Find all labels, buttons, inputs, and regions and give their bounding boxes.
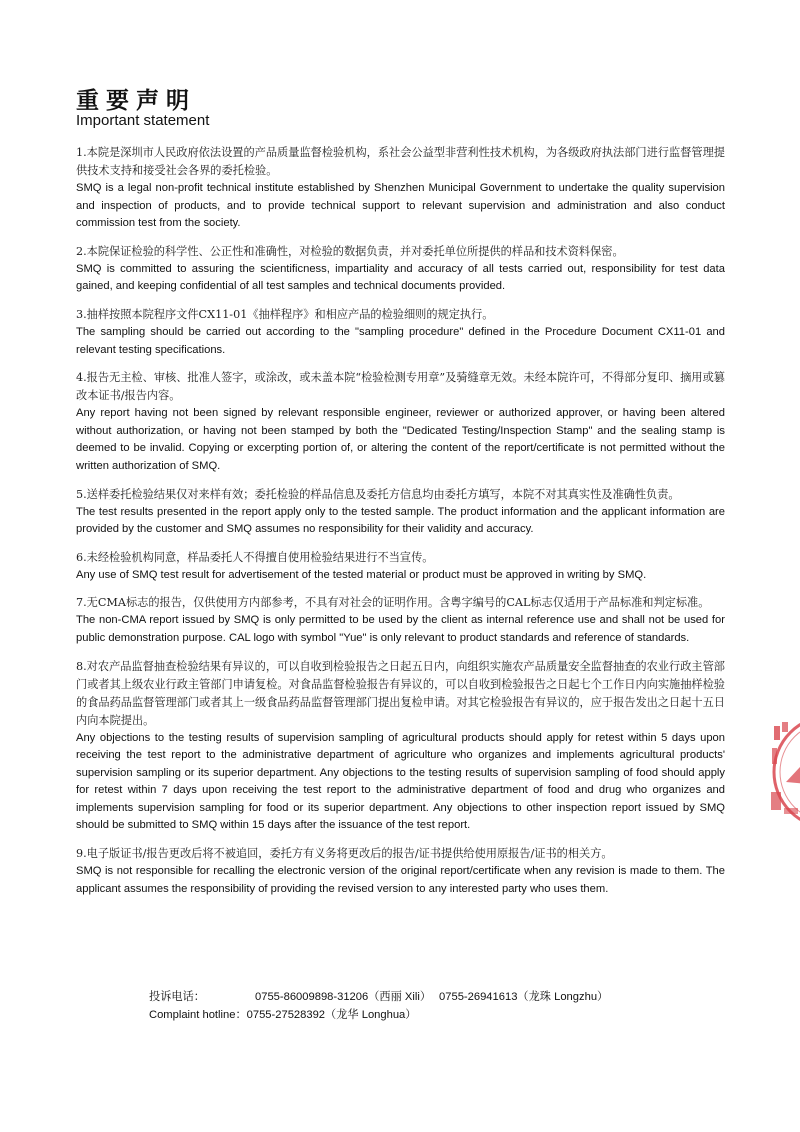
statement-en: SMQ is a legal non-profit technical institute established by Shenzhen Municipal Government to undertake the quality supervision and inspection of products, and to provide technical support to relevant supervision and administration and also conduct commission test from the society. — [76, 182, 725, 230]
phone-xili-loc-cn: （西丽 — [368, 990, 402, 1003]
statement-en: The non-CMA report issued by SMQ is only permitted to be used by the client as internal reference use and shall not be used for public demonstration purpose. CAL logo with symbol "Yue" is only relevant to product standards and reference of standards. — [76, 614, 725, 644]
statement-cn: 4.报告无主检、审核、批准人签字，或涂改，或未盖本院“检验检测专用章”及骑缝章无效。未经本院许可，不得部分复印、摘用或篡改本证书/报告内容。 — [76, 371, 725, 403]
statement-cn: 6.未经检验机构同意，样品委托人不得擅自使用检验结果进行不当宣传。 — [76, 550, 434, 564]
phone-longhua: 0755-27528392 — [246, 1009, 326, 1021]
statement-cn: 7.无CMA标志的报告，仅供使用方内部参考，不具有对社会的证明作用。含粤字编号的CAL标志仅适用于产品标准和判定标准。 — [76, 596, 710, 610]
statement-list — [76, 144, 725, 908]
statement-en: The sampling should be carried out according to the "sampling procedure" defined in the Procedure Document CX11-01 and relevant testing specifications. — [76, 325, 725, 356]
statement-item-2 — [76, 243, 725, 296]
statement-cn: 9.电子版证书/报告更改后将不被追回，委托方有义务将更改后的报告/证书提供给使用原报告/证书的相关方。 — [76, 847, 613, 861]
page-title-cn: 重要声明 — [76, 88, 196, 114]
statement-en: The test results presented in the report apply only to the tested sample. The product information and the applicant information are provided by the customer and SMQ assumes no responsibility for their validity and accuracy. — [76, 505, 725, 536]
phone-longzhu-loc-cn: （龙珠 — [517, 990, 551, 1003]
statement-cn: 5.送样委托检验结果仅对来样有效；委托检验的样品信息及委托方信息均由委托方填写，本院不对其真实性及准确性负责。 — [76, 487, 680, 501]
hotline-row-2 — [149, 1006, 608, 1024]
statement-item-7 — [76, 594, 725, 647]
hotline-label-cn: 投诉电话： — [149, 990, 205, 1003]
statement-item-9 — [76, 845, 725, 898]
phone-longzhu: 0755-26941613 — [439, 991, 518, 1003]
phone-xili: 0755-86009898-31206 — [255, 991, 369, 1003]
statement-item-5 — [76, 486, 725, 539]
statement-en: Any objections to the testing results of supervision sampling of agricultural products should apply for retest within 5 days upon receiving the test report to the administrative department of agriculture who organizes and implements agricultural products' supervision sampling or its superior department. Any objections to the testing results of supervision sampling of food should apply for retest within 7 days upon receiving the test report to the administrative department of food and drug who organizes and implements supervision sampling for food or its superior department. Any objections to other inspection report issued by SMQ should be submitted to SMQ within 15 days after the issuance of the test report. — [76, 731, 725, 832]
statement-cn: 1.本院是深圳市人民政府依法设置的产品质量监督检验机构，系社会公益型非营利性技术机构，为各级政府执法部门进行监督管理提供技术支持和接受社会各界的委托检验。 — [76, 146, 725, 177]
statement-cn: 2.本院保证检验的科学性、公正性和准确性，对检验的数据负责，并对委托单位所提供的样品和技术资料保密。 — [76, 244, 624, 258]
statement-item-6 — [76, 549, 725, 585]
statement-en: SMQ is not responsible for recalling the electronic version of the original report/certificate when any revision is made to them. The applicant assumes the responsibility of providing the revised version to any interested party who uses them. — [76, 865, 725, 895]
statement-en: Any use of SMQ test result for advertisement of the tested material or product must be approved in writing by SMQ. — [76, 568, 647, 581]
hotline-label-en: Complaint hotline： — [149, 1009, 247, 1021]
statement-en: Any report having not been signed by relevant responsible engineer, reviewer or authorized approver, or having been altered without authorization, or having not been stamped by both the "Dedicated Testing/Inspection Stamp" and the sealing stamp is deemed to be invalid. Copying or excerpting portion of, or altering the content of the report/certificate is not permitted without the written authorization of SMQ. — [76, 407, 725, 472]
phone-longzhu-loc-en: Longzhu） — [554, 991, 609, 1003]
page-title-en: Important statement — [76, 112, 210, 129]
complaint-hotline — [149, 988, 608, 1024]
phone-xili-loc-en: Xili） — [404, 991, 432, 1003]
statement-item-3 — [76, 306, 725, 359]
phone-longhua-loc-en: Longhua） — [361, 1009, 417, 1021]
hotline-row-1 — [149, 988, 608, 1006]
statement-en: SMQ is committed to assuring the scientificness, impartiality and accuracy of all tests carried out, responsibility for test data gained, and keeping confidential of all test samples and technical documents provided. — [76, 262, 725, 293]
statement-cn: 3.抽样按照本院程序文件CX11-01《抽样程序》和相应产品的检验细则的规定执行。 — [76, 307, 494, 321]
statement-item-1 — [76, 144, 725, 233]
statement-item-8 — [76, 658, 725, 836]
red-seal-stamp — [768, 712, 800, 832]
statement-cn: 8.对农产品监督抽查检验结果有异议的，可以自收到检验报告之日起五日内，向组织实施农产品质量安全监督抽查的农业行政主管部门或者其上级农业行政主管部门申请复检。对食品监督检验报告有异议的，可以自收到检验报告之日起七个工作日内向实施抽样检验的食品药品监督管理部门或者其上一级食品药品监督管理部门提出复检申请。对其它检验报告有异议的，应于报告发出之日起十五日内向本院提出。 — [76, 659, 725, 727]
statement-item-4 — [76, 369, 725, 475]
phone-longhua-loc-cn: （龙华 — [325, 1008, 359, 1021]
